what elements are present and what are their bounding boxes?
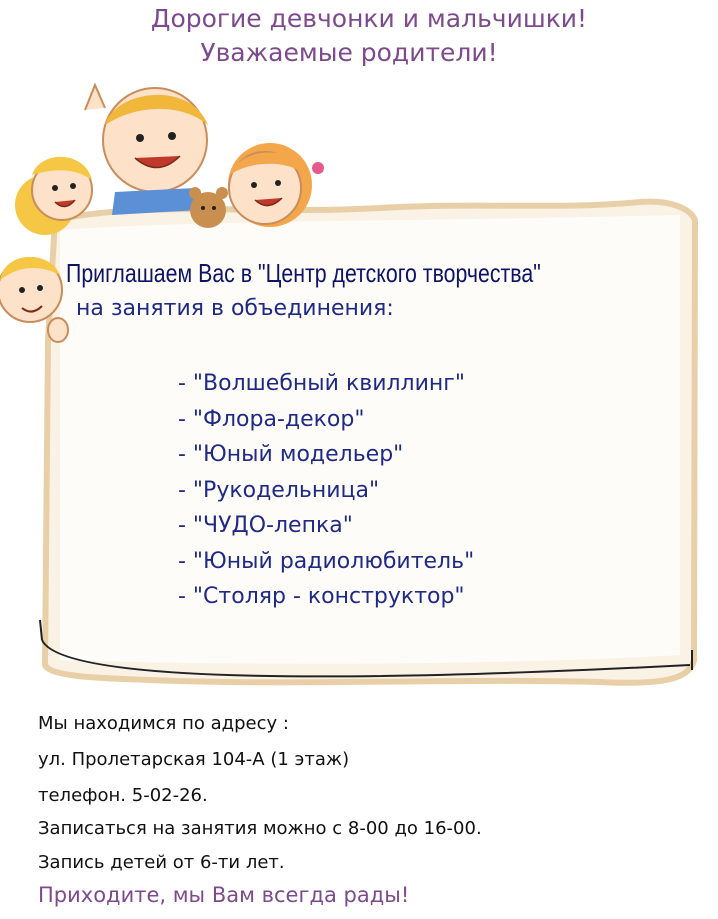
invitation-title: Приглашаем Вас в "Центр детского творчества" (66, 258, 541, 288)
hours: Записаться на занятия можно с 8-00 до 16-00. (38, 818, 482, 839)
list-item: - "Юный модельер" (178, 442, 404, 467)
parents-heading: Уважаемые родители! (200, 38, 498, 67)
list-item: - "Столяр - конструктор" (178, 584, 465, 609)
phone: телефон. 5-02-26. (38, 785, 208, 806)
list-item: - "Юный радиолюбитель" (178, 548, 475, 574)
list-item: - "Рукодельница" (178, 477, 380, 503)
list-item: - "Флора-декор" (178, 406, 365, 432)
clubs-list (178, 366, 474, 615)
address: ул. Пролетарская 104-А (1 этаж) (38, 749, 350, 770)
list-item: - "Волшебный квиллинг" (178, 371, 465, 396)
invitation-subtitle: на занятия в объединения: (76, 296, 394, 321)
age-info: Запись детей от 6-ти лет. (38, 852, 285, 873)
closing-line: Приходите, мы Вам всегда рады! (38, 883, 410, 907)
address-intro: Мы находимся по адресу : (38, 713, 289, 734)
list-item: - "ЧУДО-лепка" (178, 513, 353, 538)
greeting-heading: Дорогие девчонки и мальчишки! (150, 4, 588, 33)
